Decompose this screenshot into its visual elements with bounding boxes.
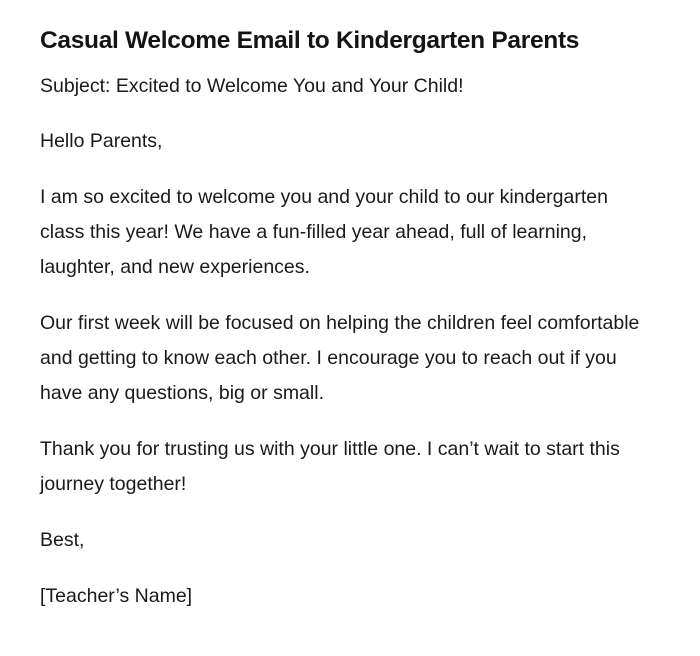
email-paragraph-first-week: Our first week will be focused on helping the children feel comfortable and getting to know each other. I encourage you to reach out if you have any questions, big or small. (40, 312, 640, 404)
email-closing: Best, (40, 529, 85, 551)
document-title: Casual Welcome Email to Kindergarten Parents (40, 27, 580, 54)
email-greeting: Hello Parents, (40, 130, 163, 152)
email-document (40, 24, 640, 635)
email-paragraph-thanks: Thank you for trusting us with your little one. I can’t wait to start this journey together! (40, 438, 620, 495)
email-subject: Subject: Excited to Welcome You and Your Child! (40, 75, 464, 97)
email-signature: [Teacher’s Name] (40, 585, 193, 607)
email-paragraph-welcome: I am so excited to welcome you and your child to our kindergarten class this year! We have a fun-filled year ahead, full of learning, laughter, and new experiences. (40, 186, 608, 278)
